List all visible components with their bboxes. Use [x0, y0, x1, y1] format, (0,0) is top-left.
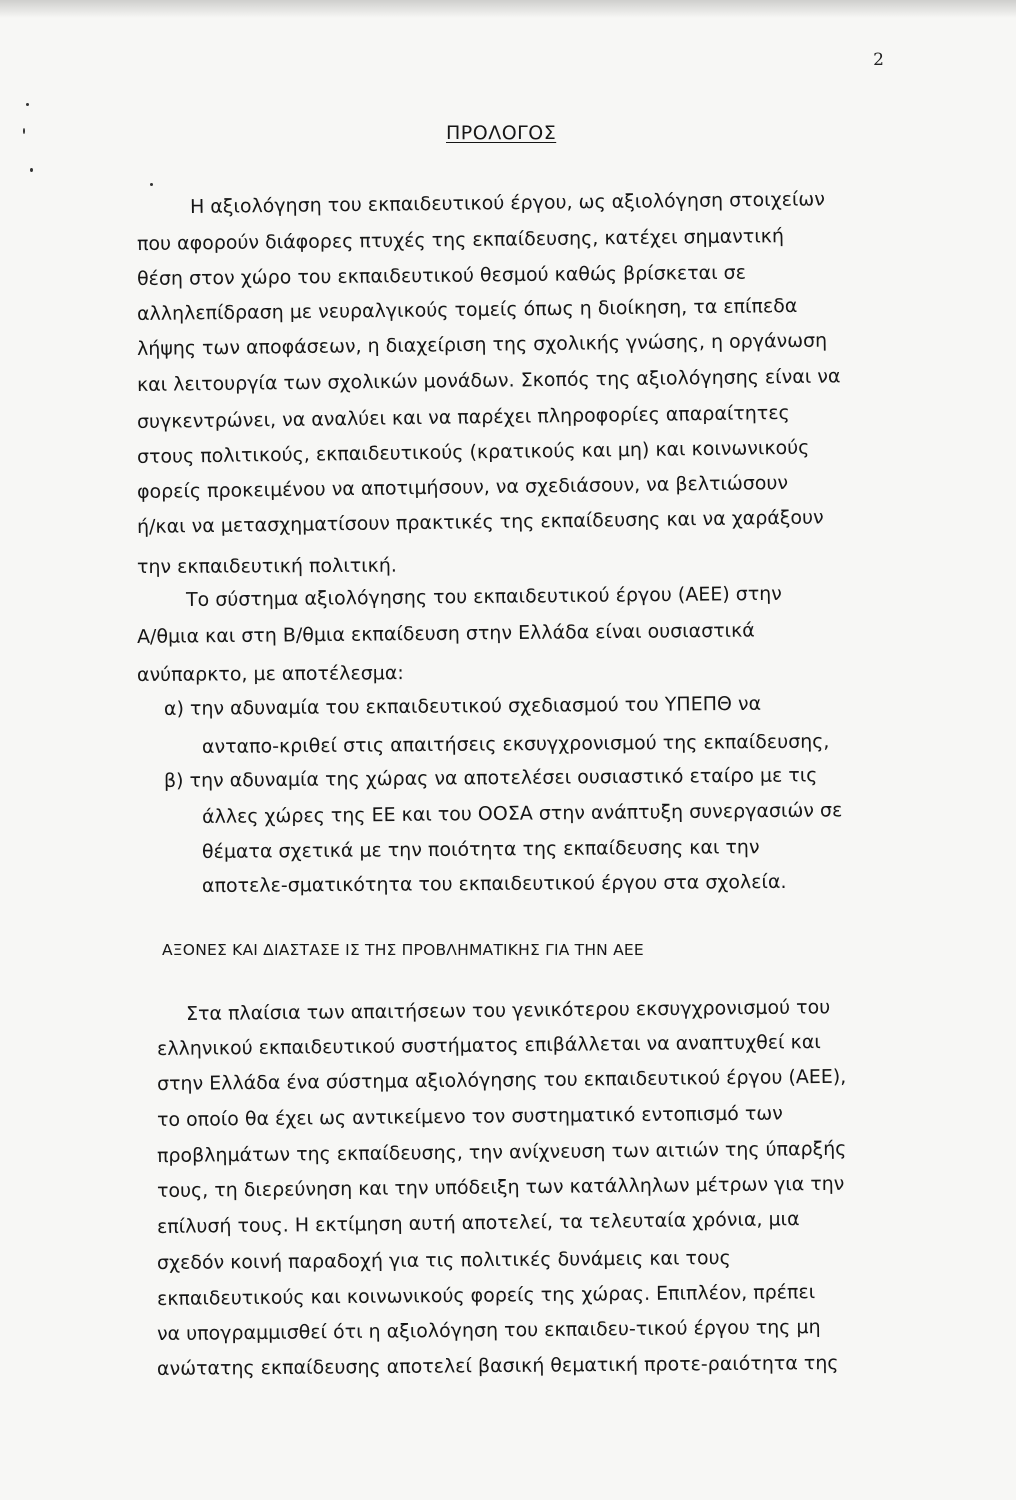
paragraph-line: στους πολιτικούς, εκπαιδευτικούς (κρατικούς και μη) και κοινωνικούς: [136, 436, 810, 468]
list-item-line: αποτελε-σματικότητα του εκπαιδευτικού έργου στα σχολεία.: [201, 870, 787, 897]
page-title: ΠΡΟΛΟΓΟΣ: [446, 122, 557, 144]
section-heading: ΑΞΟΝΕΣ ΚΑΙ ΔΙΑΣΤΑΣΕ ΙΣ ΤΗΣ ΠΡΟΒΛΗΜΑΤΙΚΗΣ ΓΙΑ ΤΗΝ ΑΕΕ: [162, 941, 644, 959]
paragraph-line: στην Ελλάδα ένα σύστημα αξιολόγησης του εκπαιδευτικού έργου (ΑΕΕ),: [156, 1065, 847, 1095]
paragraph-line: αλληλεπίδραση με νευραλγικούς τομείς όπως η διοίκηση, τα επίπεδα: [136, 294, 798, 325]
paragraph-line: φορείς προκειμένου να αποτιμήσουν, να σχεδιάσουν, να βελτιώσουν: [136, 471, 789, 503]
paragraph-line: που αφορούν διάφορες πτυχές της εκπαίδευσης, κατέχει σημαντική: [136, 225, 785, 255]
page-number: 2: [873, 50, 884, 70]
paragraph-line: ελληνικού εκπαιδευτικού συστήματος επιβάλλεται να αναπτυχθεί και: [156, 1031, 821, 1060]
scan-speck: [150, 183, 153, 186]
paragraph-line: σχεδόν κοινή παραδοχή για τις πολιτικές δυνάμεις και τους: [156, 1246, 731, 1274]
scan-speck: [26, 103, 29, 106]
paragraph-line: και λειτουργία των σχολικών μονάδων. Σκοπός της αξιολόγησης είναι να: [136, 365, 841, 396]
list-item-line: ανταπο-κριθεί στις απαιτήσεις εκσυγχρονισμού της εκπαίδευσης,: [201, 730, 830, 758]
list-item-line: θέματα σχετικά με την ποιότητα της εκπαίδευσης και την: [201, 836, 760, 863]
list-item-line: α) την αδυναμία του εκπαιδευτικού σχεδιασμού του ΥΠΕΠΘ να: [163, 692, 762, 720]
paragraph-line: προβλημάτων της εκπαίδευσης, την ανίχνευση των αιτιών της ύπαρξής: [156, 1137, 847, 1167]
paragraph-line: την εκπαιδευτική πολιτική.: [136, 554, 397, 578]
paragraph-line: θέση στον χώρο του εκπαιδευτικού θεσμού καθώς βρίσκεται σε: [136, 261, 747, 290]
paragraph-line: ή/και να μετασχηματίσουν πρακτικές της εκπαίδευσης και να χαράξουν: [136, 506, 824, 538]
paragraph-line: Η αξιολόγηση του εκπαιδευτικού έργου, ως αξιολόγηση στοιχείων: [189, 188, 825, 218]
paragraph-line: τους, τη διερεύνηση και την υπόδειξη των κατάλληλων μέτρων για την: [156, 1172, 845, 1202]
scan-speck: [23, 128, 25, 134]
paragraph-line: Το σύστημα αξιολόγησης του εκπαιδευτικού έργου (ΑΕΕ) στην: [185, 582, 782, 611]
paragraph-line: να υπογραμμισθεί ότι η αξιολόγηση του εκπαιδευ-τικού έργου της μη: [156, 1316, 821, 1345]
paragraph-line: το οποίο θα έχει ως αντικείμενο τον συστηματικό εντοπισμό των: [156, 1102, 783, 1131]
paragraph-line: Στα πλαίσια των απαιτήσεων του γενικότερου εκσυγχρονισμού του: [185, 996, 831, 1025]
list-item-line: άλλες χώρες της ΕΕ και του ΟΟΣΑ στην ανάπτυξη συνεργασιών σε: [201, 799, 843, 828]
list-item-line: β) την αδυναμία της χώρας να αποτελέσει ουσιαστικό εταίρο με τις: [163, 764, 818, 792]
paragraph-line: συγκεντρώνει, να αναλύει και να παρέχει πληροφορίες απαραίτητες: [136, 401, 790, 433]
paragraph-line: λήψης των αποφάσεων, η διαχείριση της σχολικής γνώσης, η οργάνωση: [136, 329, 828, 360]
paragraph-line: ανύπαρκτο, με αποτέλεσμα:: [136, 662, 404, 686]
paragraph-line: εκπαιδευτικούς και κοινωνικούς φορείς της χώρας. Επιπλέον, πρέπει: [156, 1281, 816, 1310]
paragraph-line: ανώτατης εκπαίδευσης αποτελεί βασική θεματική προτε-ραιότητα της: [156, 1352, 839, 1380]
paragraph-line: Α/θμια και στη Β/θμια εκπαίδευση στην Ελλάδα είναι ουσιαστικά: [136, 619, 755, 648]
scan-speck: [30, 168, 33, 172]
paragraph-line: επίλυσή τους. Η εκτίμηση αυτή αποτελεί, τα τελευταία χρόνια, μια: [156, 1208, 800, 1238]
